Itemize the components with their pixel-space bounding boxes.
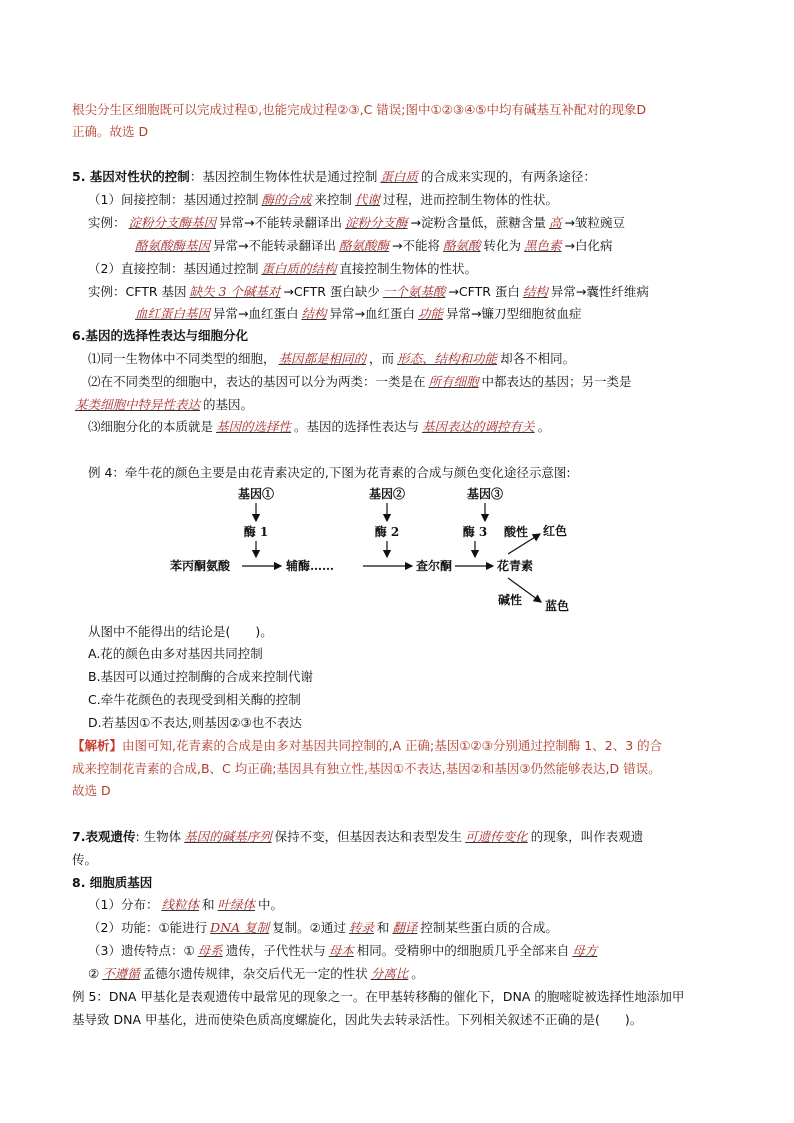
text: ：基因控制生物体性状是通过控制 <box>189 169 378 184</box>
text: 实例：CFTR 基因 <box>88 284 187 299</box>
answer: 形态、结构和功能 <box>397 351 498 366</box>
analysis-line <box>72 736 662 756</box>
text: 中。 <box>258 897 284 912</box>
section-8-line <box>88 918 558 938</box>
enzyme-3-label: 酶 3 <box>462 525 488 539</box>
answer: 基因的碱基序列 <box>184 829 272 844</box>
analysis-line: 成来控制花青素的合成,B、C 均正确;基因具有独立性,基因①不表达,基因②和基因③仍然能够表达,D 错误。 <box>72 761 661 776</box>
section-7-line: 传。 <box>72 852 98 867</box>
chalcone-node: 查尔酮 <box>416 559 453 573</box>
text: 直接控制生物体的性状。 <box>339 261 477 276</box>
answer: 分离比 <box>370 966 409 981</box>
text: 相同。受精卵中的细胞质几乎全部来自 <box>356 943 570 958</box>
text: 保持不变，但基因表达和表型发生 <box>274 829 463 844</box>
section-6-heading: 6.基因的选择性表达与细胞分化 <box>72 328 248 343</box>
answer: 叶绿体 <box>217 897 255 912</box>
enzyme-1-label: 酶 1 <box>243 525 269 539</box>
section-5-line <box>72 167 596 187</box>
text: 过程，进而控制生物体的性状。 <box>383 192 559 207</box>
intro-line: 正确。故选 D <box>72 124 149 139</box>
option-b: B.基因可以通过控制酶的合成来控制代谢 <box>88 669 314 684</box>
option-d: D.若基因①不表达,则基因②③也不表达 <box>88 715 302 730</box>
answer: 血红蛋白基因 <box>135 306 211 321</box>
text: 和 <box>201 897 215 912</box>
section-6-line <box>88 372 632 392</box>
text: 异常→不能转录翻译出 <box>219 215 343 230</box>
answer: 代谢 <box>355 192 381 207</box>
text: 的现象，叫作表观遗 <box>530 829 644 844</box>
text: 异常→囊性纤维病 <box>550 284 649 299</box>
gene-1-label: 基因① <box>237 487 275 501</box>
anthocyanin-node: 花青素 <box>497 559 534 573</box>
acidic-label: 酸性 <box>504 525 529 539</box>
basic-label: 碱性 <box>498 593 523 607</box>
answer: 可遗传变化 <box>465 829 528 844</box>
text: 异常→不能转录翻译出 <box>213 238 336 253</box>
text: （2）直接控制：基因通过控制 <box>88 261 259 276</box>
intro-line: 根尖分生区细胞既可以完成过程①,也能完成过程②③,C 错误;图中①②③④⑤中均有碱基互补配对的现象D <box>72 102 647 117</box>
answer: 酪氨酸酶基因 <box>135 238 211 253</box>
analysis-line: 故选 D <box>72 783 111 798</box>
text: →白化病 <box>564 238 613 253</box>
answer: 基因都是相同的 <box>278 351 367 366</box>
indirect-control-line <box>88 190 558 210</box>
answer: 淀粉分支酶 <box>345 215 408 230</box>
gene-3-label: 基因③ <box>466 487 504 501</box>
answer: 一个氨基酸 <box>382 284 446 299</box>
text: 控制某些蛋白质的合成。 <box>420 920 558 935</box>
text: ⑶细胞分化的本质就是 <box>88 419 214 434</box>
section-6-line <box>72 395 253 415</box>
gene-2-label: 基因② <box>368 487 406 501</box>
phenylalanine-node: 苯丙酮氨酸 <box>170 559 231 573</box>
text: 和 <box>376 920 390 935</box>
answer: 线粒体 <box>161 897 199 912</box>
example-5-line: 例 5：DNA 甲基化是表观遗传中最常见的现象之一。在甲基转移酶的催化下，DNA 的胞嘧啶被选择性地添加甲 <box>72 989 685 1004</box>
text: （2）功能：①能进行 <box>88 920 208 935</box>
text: →皱粒豌豆 <box>564 215 626 230</box>
text: 。基因的选择性表达与 <box>294 419 420 434</box>
text: 复制。②通过 <box>272 920 346 935</box>
section-8-line <box>88 895 283 915</box>
text: 。 <box>411 966 424 981</box>
answer: 某类细胞中特异性表达 <box>75 397 201 412</box>
text: 异常→血红蛋白 <box>213 306 299 321</box>
answer: 不遵循 <box>102 966 140 981</box>
text: （1）分布： <box>88 897 159 912</box>
answer: 母系 <box>197 943 223 958</box>
text: 的合成来实现的，有两条途径： <box>420 169 596 184</box>
text: ⑴同一生物体中不同类型的细胞， <box>88 351 276 366</box>
example-line <box>88 282 649 302</box>
section-5-heading: 5. 基因对性状的控制 <box>72 169 190 184</box>
text: 转化为 <box>483 238 522 253</box>
answer: 黑色素 <box>524 238 562 253</box>
direct-control-line <box>88 259 477 279</box>
answer: 母本 <box>328 943 354 958</box>
section-7-line <box>72 827 643 847</box>
text: ② <box>88 966 100 981</box>
coenzyme-node: 辅酶…… <box>286 559 335 573</box>
text: : 生物体 <box>135 829 182 844</box>
answer: 高 <box>549 215 562 230</box>
example-4-stem: 例 4：牵牛花的颜色主要是由花青素决定的,下图为花青素的合成与颜色变化途径示意图: <box>88 465 571 480</box>
text: 实例： <box>88 215 126 230</box>
section-8-line <box>88 964 424 984</box>
option-a: A.花的颜色由多对基因共同控制 <box>88 646 263 661</box>
text: 遗传，子代性状与 <box>225 943 326 958</box>
answer: 所有细胞 <box>428 374 479 389</box>
analysis-label: 【解析】 <box>72 738 123 753</box>
answer: 功能 <box>418 306 444 321</box>
blue-label: 蓝色 <box>545 599 570 613</box>
answer: 结构 <box>522 284 548 299</box>
text: （1）间接控制：基因通过控制 <box>88 192 259 207</box>
text: →CFTR 蛋白 <box>448 284 520 299</box>
answer: 基因表达的调控有关 <box>422 419 535 434</box>
answer: 蛋白质 <box>380 169 418 184</box>
answer: 蛋白质的结构 <box>261 261 337 276</box>
answer: 缺失 3 个碱基对 <box>189 284 281 299</box>
section-8-heading: 8. 细胞质基因 <box>72 875 153 890</box>
section-6-line <box>88 417 550 437</box>
text: ，而 <box>369 351 395 366</box>
answer: 基因的选择性 <box>216 419 292 434</box>
text: 异常→血红蛋白 <box>329 306 415 321</box>
example-5-line: 基导致 DNA 甲基化，进而使染色质高度螺旋化，因此失去转录活性。下列相关叙述不正确的是( )。 <box>72 1012 643 1027</box>
answer: 酶的合成 <box>261 192 312 207</box>
question-text: 从图中不能得出的结论是( )。 <box>88 624 273 639</box>
answer: 翻译 <box>392 920 418 935</box>
text: 中都表达的基因；另一类是 <box>481 374 632 389</box>
answer: 母方 <box>572 943 598 958</box>
text: 来控制 <box>314 192 352 207</box>
example-line <box>88 213 625 233</box>
text: →不能将 <box>392 238 440 253</box>
red-label: 红色 <box>543 524 568 538</box>
answer: 转录 <box>348 920 374 935</box>
anthocyanin-pathway-diagram <box>170 484 590 616</box>
answer: 淀粉分支酶基因 <box>128 215 217 230</box>
text: 孟德尔遗传规律，杂交后代无一定的性状 <box>142 966 368 981</box>
answer: 酪氨酸酶 <box>339 238 390 253</box>
answer: 酪氨酸 <box>443 238 481 253</box>
example-line <box>132 304 582 324</box>
text: （3）遗传特点：① <box>88 943 195 958</box>
text: 却各不相同。 <box>500 351 576 366</box>
text: 异常→镰刀型细胞贫血症 <box>446 306 582 321</box>
section-7-heading: 7.表观遗传 <box>72 829 136 844</box>
answer: 结构 <box>301 306 327 321</box>
text: →淀粉含量低，蔗糖含量 <box>410 215 547 230</box>
example-line <box>132 236 613 256</box>
text: ⑵在不同类型的细胞中，表达的基因可以分为两类：一类是在 <box>88 374 426 389</box>
section-8-line <box>88 941 600 961</box>
answer: DNA 复制 <box>210 920 270 935</box>
text: →CFTR 蛋白缺少 <box>283 284 380 299</box>
option-c: C.牵牛花颜色的表现受到相关酶的控制 <box>88 692 301 707</box>
text: 的基因。 <box>203 397 254 412</box>
text: 由图可知,花青素的合成是由多对基因共同控制的,A 正确;基因①②③分别通过控制酶 1、2、3 的合 <box>122 738 663 753</box>
enzyme-2-label: 酶 2 <box>374 525 400 539</box>
section-6-line <box>88 349 575 369</box>
text: 。 <box>537 419 551 434</box>
